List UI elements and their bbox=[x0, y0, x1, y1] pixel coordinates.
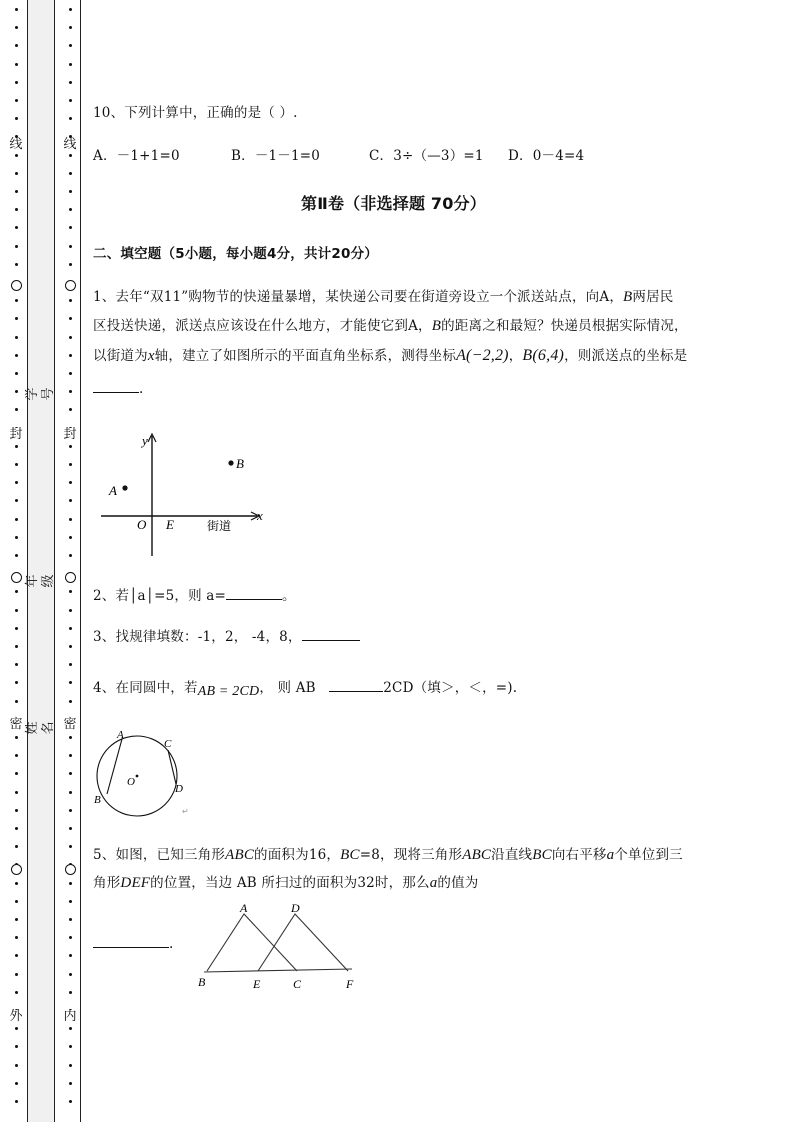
q10-option-c: C．3÷（—3）=1 bbox=[369, 148, 484, 164]
point-d-label: D bbox=[291, 901, 300, 915]
cut-dot bbox=[15, 809, 18, 812]
cut-line-dots-inner bbox=[68, 0, 74, 1122]
cut-dot bbox=[15, 154, 18, 157]
cut-dot bbox=[69, 918, 72, 921]
cut-dot bbox=[69, 536, 72, 539]
cut-dot bbox=[15, 117, 18, 120]
center-label: O bbox=[127, 776, 135, 788]
cut-dot bbox=[69, 700, 72, 703]
triangle-def bbox=[258, 914, 348, 971]
q5-line-2: 角形DEF的位置，当边 AB 所扫过的面积为32时，那么a的值为 bbox=[93, 875, 479, 891]
cut-dot bbox=[69, 973, 72, 976]
cut-dot bbox=[69, 518, 72, 521]
cut-dot bbox=[15, 372, 18, 375]
margin-rule-right bbox=[54, 0, 55, 1122]
hole-circle bbox=[65, 572, 76, 583]
cut-dot bbox=[69, 900, 72, 903]
cut-line-dots-outer bbox=[14, 0, 20, 1122]
cut-dot bbox=[15, 408, 18, 411]
cut-dot bbox=[15, 26, 18, 29]
cut-dot bbox=[69, 1100, 72, 1103]
cut-dot bbox=[15, 226, 18, 229]
hole-circle bbox=[65, 280, 76, 291]
cut-dot bbox=[15, 609, 18, 612]
return-mark: ↵ bbox=[182, 807, 189, 816]
margin-rule-content bbox=[80, 0, 81, 1122]
cut-dot bbox=[15, 445, 18, 448]
margin-label-seal-inner: 封 bbox=[63, 427, 77, 442]
margin-label-outer: 外 bbox=[9, 1009, 23, 1024]
margin-band bbox=[27, 0, 54, 1122]
q1-line-3: 以街道为x轴，建立了如图所示的平面直角坐标系，测得坐标A(−2,2)，B(6,4)，则派送点的坐标是 bbox=[93, 347, 688, 364]
cut-dot bbox=[69, 390, 72, 393]
cut-dot bbox=[69, 263, 72, 266]
cut-dot bbox=[15, 1045, 18, 1048]
q1-answer-line: . bbox=[93, 380, 144, 397]
point-e-label: E bbox=[166, 517, 174, 532]
cut-dot bbox=[69, 226, 72, 229]
cut-dot bbox=[69, 354, 72, 357]
cut-dot bbox=[15, 1027, 18, 1030]
triangle-figure bbox=[192, 898, 367, 994]
cut-dot bbox=[15, 900, 18, 903]
y-axis-label: y bbox=[142, 433, 148, 448]
hole-circle bbox=[11, 280, 22, 291]
cut-dot bbox=[15, 700, 18, 703]
q5-line-1: 5、如图，已知三角形ABC的面积为16，BC=8，现将三角形ABC沿直线BC向右平移a个单位到三 bbox=[93, 847, 683, 863]
cut-dot bbox=[69, 1045, 72, 1048]
margin-rule-left bbox=[27, 0, 28, 1122]
cut-dot bbox=[69, 445, 72, 448]
section-title: 第Ⅱ卷（非选择题 70分） bbox=[301, 194, 486, 213]
cut-dot bbox=[69, 590, 72, 593]
cut-dot bbox=[15, 681, 18, 684]
cut-dot bbox=[69, 208, 72, 211]
cut-dot bbox=[69, 681, 72, 684]
cut-dot bbox=[69, 882, 72, 885]
line-bf bbox=[204, 969, 352, 972]
cut-dot bbox=[15, 81, 18, 84]
cut-dot bbox=[15, 991, 18, 994]
cut-dot bbox=[69, 663, 72, 666]
cut-dot bbox=[15, 1064, 18, 1067]
cut-dot bbox=[15, 354, 18, 357]
cut-dot bbox=[69, 991, 72, 994]
cut-dot bbox=[15, 317, 18, 320]
field-grade: 年级 bbox=[25, 574, 56, 588]
x-axis-label: x bbox=[257, 508, 263, 523]
cut-dot bbox=[15, 590, 18, 593]
cut-dot bbox=[15, 172, 18, 175]
q4-text: 4、在同圆中，若AB = 2CD， 则 AB 2CD（填＞，＜，=). bbox=[93, 680, 518, 699]
cut-dot bbox=[69, 44, 72, 47]
cut-dot bbox=[15, 499, 18, 502]
cut-dot bbox=[69, 809, 72, 812]
cut-dot bbox=[15, 754, 18, 757]
q10-option-d: D．0－4=4 bbox=[508, 148, 585, 164]
cut-dot bbox=[69, 936, 72, 939]
cut-dot bbox=[69, 772, 72, 775]
cut-dot bbox=[69, 63, 72, 66]
cut-dot bbox=[15, 299, 18, 302]
cut-dot bbox=[69, 481, 72, 484]
cut-dot bbox=[15, 936, 18, 939]
part-title: 二、填空题（5小题，每小题4分，共计20分） bbox=[93, 246, 378, 262]
margin-label-secret: 密 bbox=[9, 717, 23, 732]
point-c-label: C bbox=[293, 977, 302, 991]
q5-answer-blank bbox=[93, 935, 169, 948]
q1-line-2: 区投送快递，派送点应该设在什么地方，才能使它到A，B的距离之和最短？快递员根据实际情况， bbox=[93, 318, 688, 334]
cut-dot bbox=[69, 463, 72, 466]
point-f-label: F bbox=[346, 977, 354, 991]
cut-dot bbox=[69, 736, 72, 739]
cut-dot bbox=[15, 736, 18, 739]
q2-answer-blank bbox=[226, 587, 282, 600]
cut-dot bbox=[69, 845, 72, 848]
cut-dot bbox=[15, 791, 18, 794]
cut-dot bbox=[69, 317, 72, 320]
hole-circle bbox=[11, 864, 22, 875]
cut-dot bbox=[15, 536, 18, 539]
cut-dot bbox=[69, 372, 72, 375]
hole-circle bbox=[65, 864, 76, 875]
cut-dot bbox=[69, 336, 72, 339]
point-b-label: B bbox=[236, 456, 244, 471]
point-a-label: A bbox=[240, 901, 248, 915]
cut-dot bbox=[15, 63, 18, 66]
cut-dot bbox=[15, 99, 18, 102]
cut-dot bbox=[69, 827, 72, 830]
cut-dot bbox=[69, 499, 72, 502]
center-point bbox=[136, 775, 139, 778]
cut-dot bbox=[15, 481, 18, 484]
cut-dot bbox=[15, 463, 18, 466]
cut-dot bbox=[69, 190, 72, 193]
cut-dot bbox=[69, 1027, 72, 1030]
cut-dot bbox=[69, 627, 72, 630]
cut-dot bbox=[15, 827, 18, 830]
q5-answer-line: . bbox=[93, 935, 174, 952]
q10-option-a: A．－1+1=0 bbox=[93, 148, 180, 164]
q3-answer-blank bbox=[302, 628, 360, 641]
cut-dot bbox=[69, 117, 72, 120]
q3-text: 3、找规律填数：-1，2， -4，8， bbox=[93, 625, 360, 645]
origin-label: O bbox=[137, 517, 147, 532]
cut-dot bbox=[15, 208, 18, 211]
cut-dot bbox=[69, 172, 72, 175]
cut-dot bbox=[69, 99, 72, 102]
cut-dot bbox=[15, 772, 18, 775]
cut-dot bbox=[15, 882, 18, 885]
cut-dot bbox=[69, 81, 72, 84]
cut-dot bbox=[69, 754, 72, 757]
triangle-abc bbox=[207, 914, 297, 971]
q4-answer-blank bbox=[329, 679, 383, 692]
q1-line-1: 1、去年“双11”购物节的快递量暴增，某快递公司要在街道旁设立一个派送站点，向A，B两居民 bbox=[93, 289, 674, 305]
cut-dot bbox=[69, 245, 72, 248]
hole-circle bbox=[11, 572, 22, 583]
point-b bbox=[228, 460, 233, 465]
cut-dot bbox=[69, 154, 72, 157]
point-c-label: C bbox=[164, 738, 172, 750]
cut-dot bbox=[15, 918, 18, 921]
q2-text: 2、若│a│=5，则 a= 。 bbox=[93, 588, 296, 604]
point-e-label: E bbox=[253, 977, 261, 991]
cut-dot bbox=[15, 245, 18, 248]
cut-dot bbox=[15, 8, 18, 11]
point-a-label: A bbox=[117, 729, 124, 741]
point-a-label: A bbox=[109, 483, 117, 498]
cut-dot bbox=[15, 627, 18, 630]
cut-dot bbox=[15, 390, 18, 393]
cut-dot bbox=[15, 954, 18, 957]
cut-dot bbox=[15, 663, 18, 666]
point-a bbox=[122, 485, 127, 490]
cut-dot bbox=[15, 973, 18, 976]
margin-label-secret-inner: 密 bbox=[63, 717, 77, 732]
street-label: 街道 bbox=[207, 519, 232, 533]
cut-dot bbox=[15, 1100, 18, 1103]
cut-dot bbox=[69, 299, 72, 302]
point-b-label: B bbox=[94, 794, 101, 806]
cut-dot bbox=[15, 190, 18, 193]
cut-dot bbox=[15, 845, 18, 848]
coordinate-figure bbox=[95, 428, 280, 563]
cut-dot bbox=[69, 1082, 72, 1085]
margin-label-line-inner: 线 bbox=[63, 137, 77, 152]
chord-cd bbox=[168, 750, 176, 784]
cut-dot bbox=[69, 954, 72, 957]
cut-dot bbox=[69, 408, 72, 411]
cut-dot bbox=[69, 791, 72, 794]
margin-label-inner: 内 bbox=[63, 1009, 77, 1024]
field-name: 姓名 bbox=[25, 721, 56, 735]
cut-dot bbox=[15, 44, 18, 47]
point-b-label: B bbox=[198, 975, 206, 989]
cut-dot bbox=[15, 554, 18, 557]
margin-label-line: 线 bbox=[9, 137, 23, 152]
cut-dot bbox=[15, 263, 18, 266]
cut-dot bbox=[15, 336, 18, 339]
q10-option-b: B．－1－1=0 bbox=[231, 148, 321, 164]
cut-dot bbox=[69, 554, 72, 557]
cut-dot bbox=[15, 1082, 18, 1085]
cut-dot bbox=[69, 609, 72, 612]
q1-answer-blank bbox=[93, 380, 139, 393]
cut-dot bbox=[69, 26, 72, 29]
cut-dot bbox=[69, 8, 72, 11]
margin-label-seal: 封 bbox=[9, 427, 23, 442]
circle-figure bbox=[90, 728, 200, 818]
field-student-id: 学号 bbox=[25, 387, 56, 401]
cut-dot bbox=[69, 645, 72, 648]
cut-dot bbox=[15, 518, 18, 521]
cut-dot bbox=[15, 645, 18, 648]
cut-dot bbox=[69, 1064, 72, 1067]
point-d-label: D bbox=[175, 783, 183, 795]
q10-stem: 10、下列计算中，正确的是（ ）. bbox=[93, 105, 298, 121]
